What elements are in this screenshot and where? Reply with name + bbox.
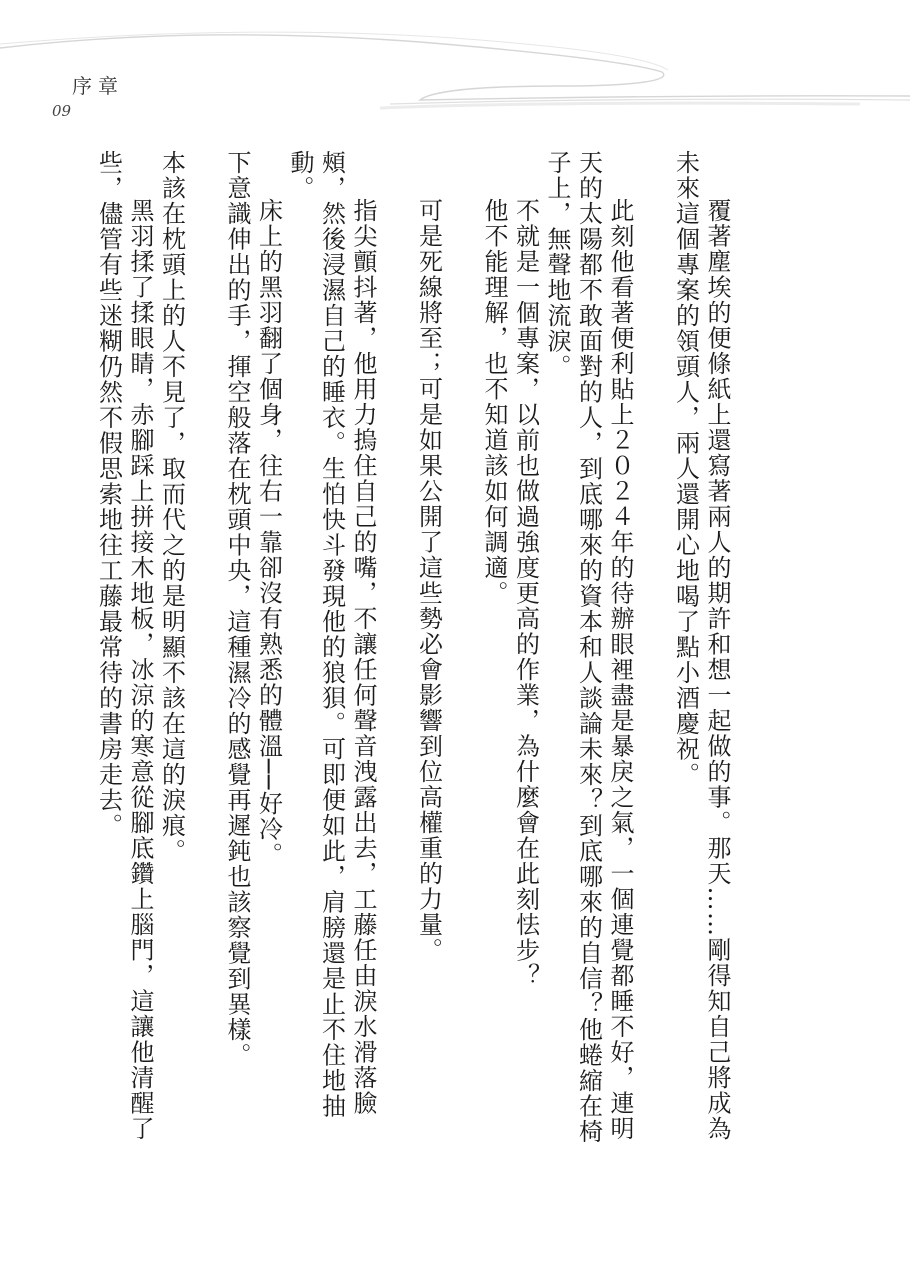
paragraph: 可是死線將至；可是如果公開了這些勢必會影響到位高權重的力量。 [414,198,443,963]
paragraph: 本該在枕頭上的人不見了，取而代之的是明顯不該在這的淚痕。 [157,150,186,864]
paragraph: 覆著塵埃的便條紙上還寫著兩人的期許和想一起做的事。那天……剛得知自己將成為未來這個專案的領頭人，兩人還開心地喝了點小酒慶祝。 [671,150,731,1142]
page-number: 09 [52,102,72,120]
paragraph: 黑羽揉了揉眼睛，赤腳踩上拼接木地板，冰涼的寒意從腳底鑽上腦門，這讓他清醒了些，儘管有些迷糊仍然不假思索地往工藤最常待的書房走去。 [94,150,154,1142]
paragraph: 不就是一個專案，以前也做過強度更高的作業，為什麼會在此刻怯步？ [511,198,540,989]
body-text [94,150,732,1150]
paragraph: 他不能理解，也不知道該如何調適。 [480,198,508,606]
paragraph: 床上的黑羽翻了個身，往右一靠卻沒有熟悉的體溫──好冷。 [254,198,283,868]
header-swoosh-decoration [0,0,910,130]
chapter-title: 序章 [72,74,124,98]
paragraph: 下意識伸出的手，揮空般落在枕頭中央，這種濕冷的感覺再遲鈍也該察覺到異樣。 [223,150,251,1068]
paragraph: 指尖顫抖著，他用力摀住自己的嘴，不讓任何聲音洩露出去，工藤任由淚水滑落臉頰，然後浸濕自己的睡衣。生怕快斗發現他的狼狽。可即便如此，肩膀還是止不住地抽動。 [286,150,377,1119]
paragraph: 此刻他看著便利貼上２０２４年的待辦眼裡盡是暴戾之氣，一個連覺都睡不好，連明天的太陽都不敢面對的人，到底哪來的資本和人談論未來？到底哪來的自信？他蜷縮在椅子上，無聲地流淚。 [543,150,634,1145]
